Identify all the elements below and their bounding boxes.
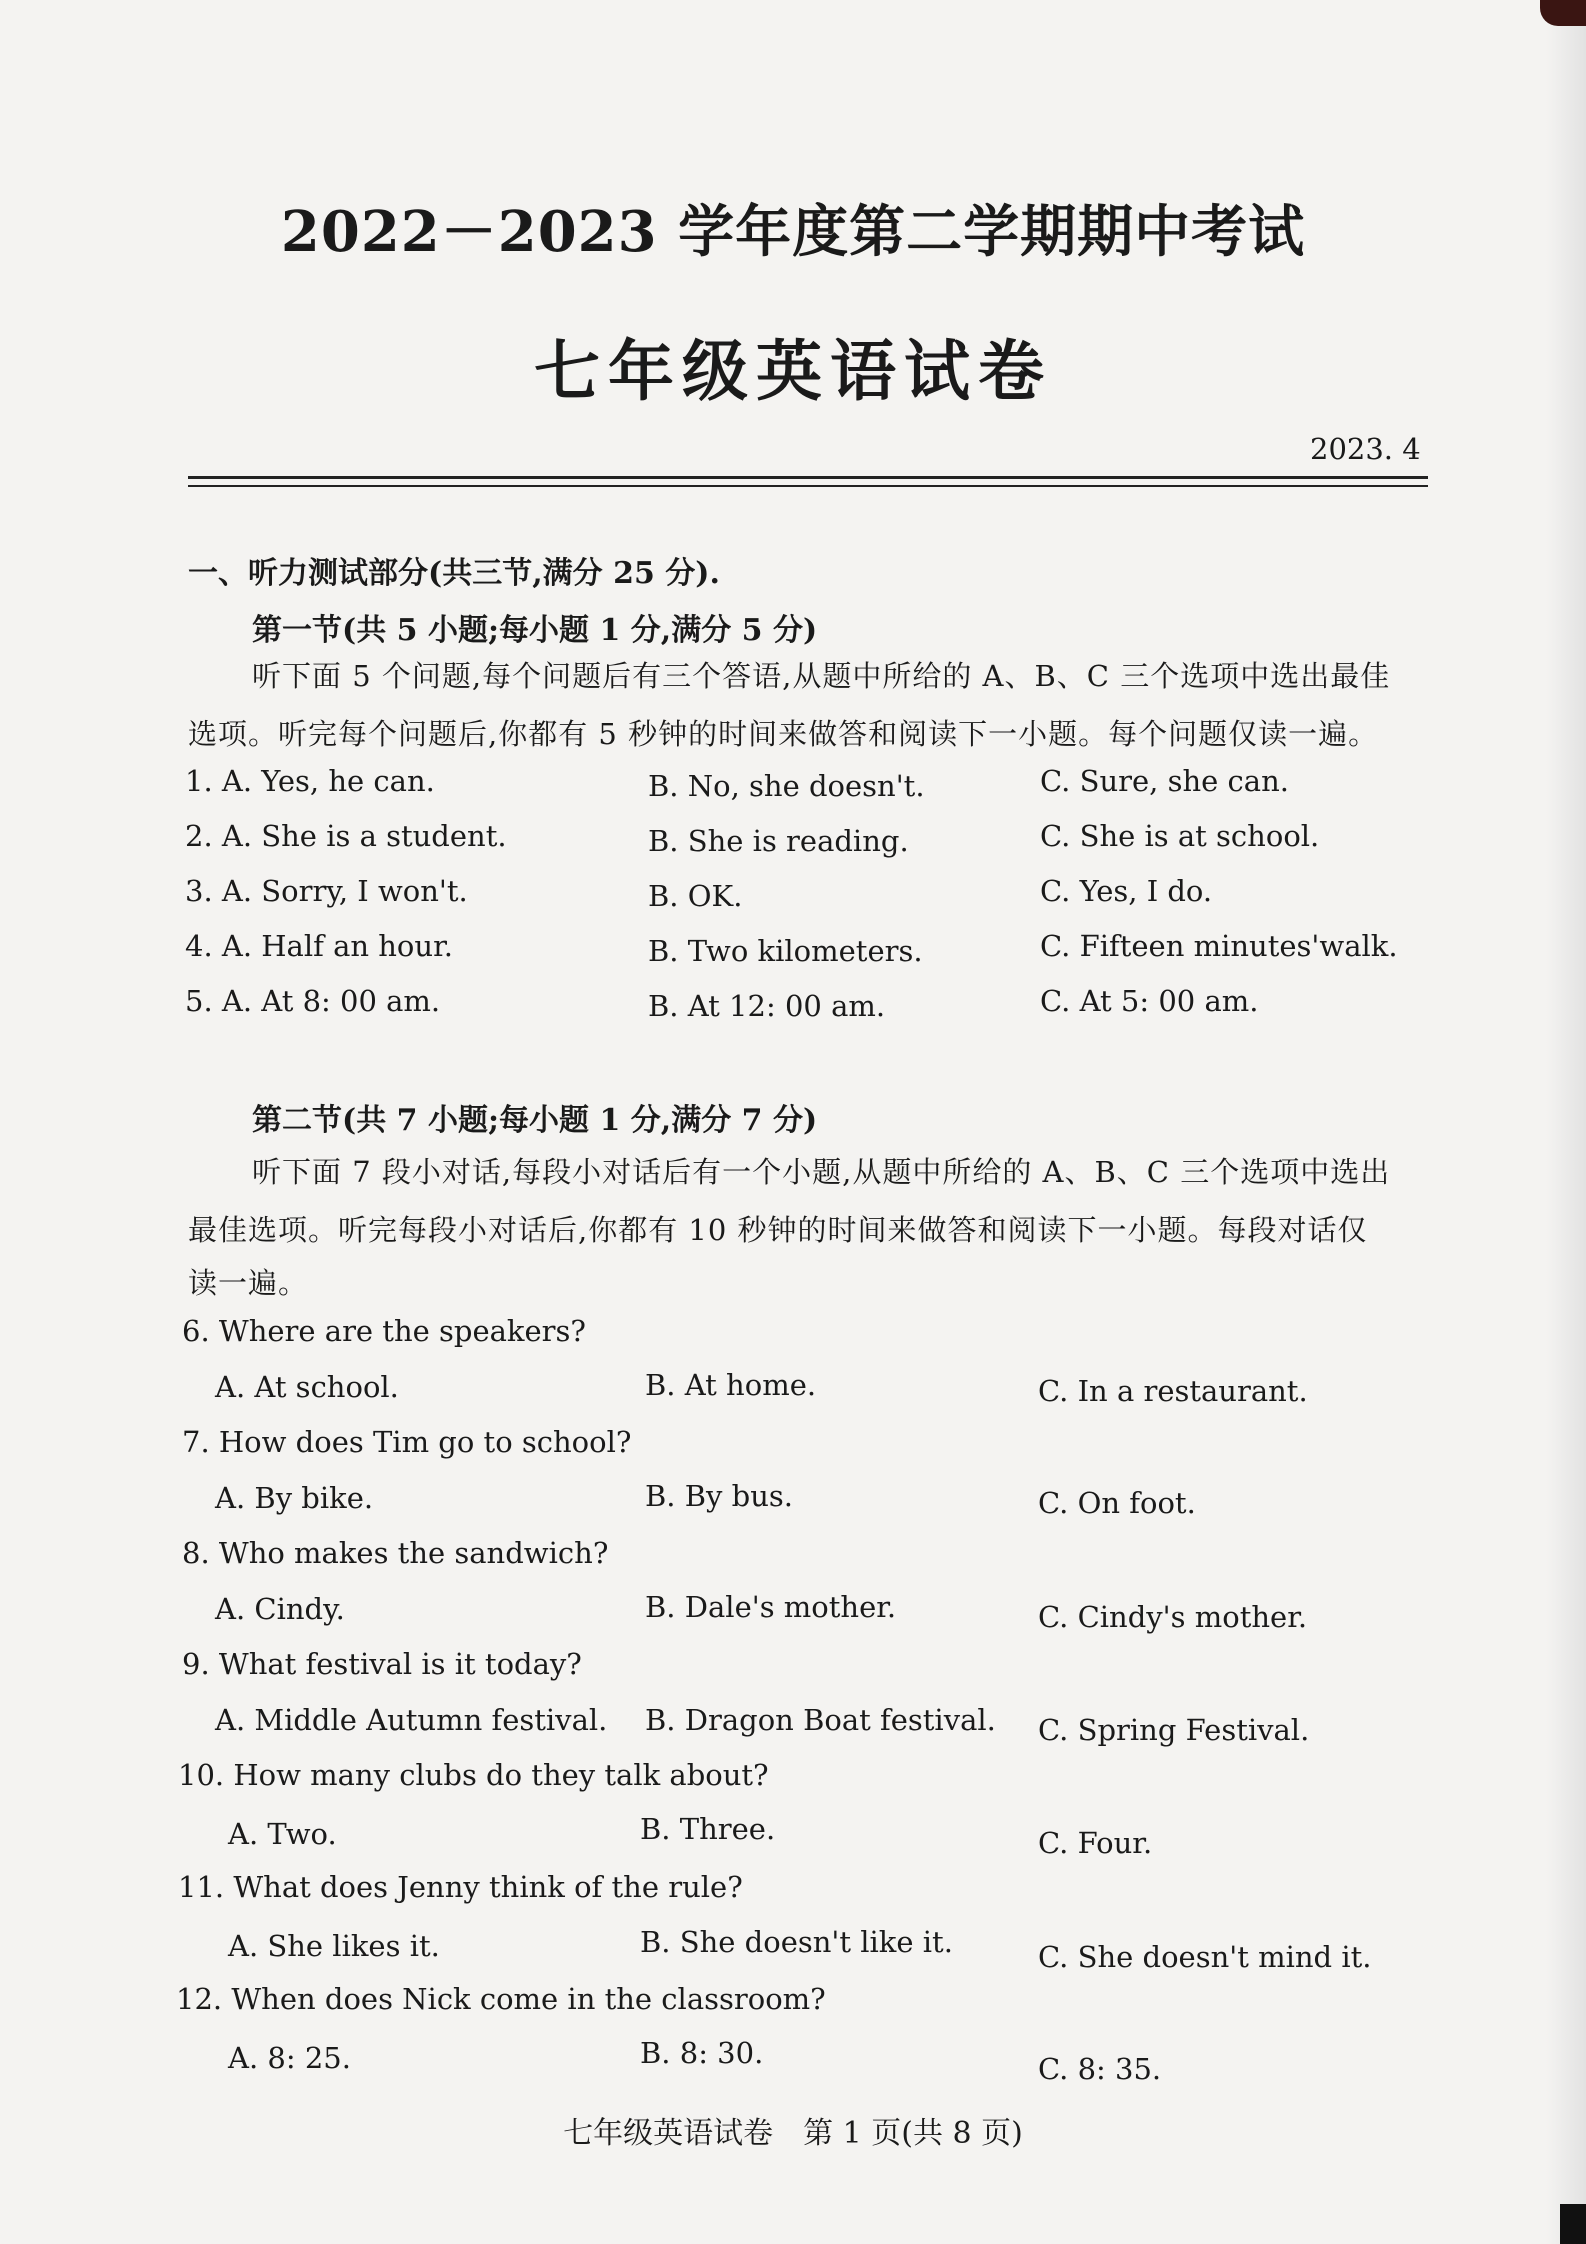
exam-date: 2023. 4 [1310, 432, 1421, 466]
section2-title: 第二节(共 7 小题;每小题 1 分,满分 7 分) [252, 1103, 818, 1138]
q8-option-b: B. Dale's mother. [645, 1590, 897, 1624]
q5-option-a: 5. A. At 8: 00 am. [185, 984, 441, 1018]
q3-option-b: B. OK. [648, 879, 743, 913]
q12-option-b: B. 8: 30. [640, 2036, 764, 2070]
q12-question: 12. When does Nick come in the classroom? [176, 1982, 826, 2016]
q12-option-a: A. 8: 25. [228, 2041, 351, 2075]
q10-option-a: A. Two. [228, 1817, 337, 1851]
q3-option-a: 3. A. Sorry, I won't. [185, 874, 468, 908]
part1-title: 一、听力测试部分(共三节,满分 25 分). [188, 556, 720, 591]
q4-option-c: C. Fifteen minutes'walk. [1040, 929, 1398, 963]
q8-question: 8. Who makes the sandwich? [182, 1536, 609, 1570]
q6-option-c: C. In a restaurant. [1038, 1374, 1308, 1408]
q11-question: 11. What does Jenny think of the rule? [178, 1870, 743, 1904]
q10-option-c: C. Four. [1038, 1826, 1153, 1860]
q9-question: 9. What festival is it today? [182, 1647, 582, 1681]
scan-corner-bottom [1560, 2204, 1586, 2244]
q4-option-b: B. Two kilometers. [648, 934, 923, 968]
q8-option-a: A. Cindy. [215, 1592, 345, 1626]
q8-option-c: C. Cindy's mother. [1038, 1600, 1308, 1634]
q1-option-a: 1. A. Yes, he can. [185, 764, 435, 798]
page-footer: 七年级英语试卷 第 1 页(共 8 页) [563, 2116, 1023, 2151]
q9-option-c: C. Spring Festival. [1038, 1713, 1310, 1747]
section2-instructions-line2: 最佳选项。听完每段小对话后,你都有 10 秒钟的时间来做答和阅读下一小题。每段对话仅 [188, 1213, 1368, 1247]
exam-title: 2022－2023 学年度第二学期期中考试 [280, 199, 1306, 265]
q2-option-b: B. She is reading. [648, 824, 909, 858]
section1-instructions-line2: 选项。听完每个问题后,你都有 5 秒钟的时间来做答和阅读下一小题。每个问题仅读一遍。 [188, 717, 1379, 751]
q11-option-b: B. She doesn't like it. [640, 1925, 953, 1959]
q7-option-b: B. By bus. [645, 1479, 794, 1513]
q6-option-a: A. At school. [215, 1370, 399, 1404]
q11-option-a: A. She likes it. [228, 1929, 440, 1963]
header-rule-top [188, 476, 1428, 479]
section1-title: 第一节(共 5 小题;每小题 1 分,满分 5 分) [252, 613, 818, 648]
q1-option-b: B. No, she doesn't. [648, 769, 925, 803]
q4-option-a: 4. A. Half an hour. [185, 929, 453, 963]
header-rule-bottom [188, 485, 1428, 487]
q7-option-a: A. By bike. [215, 1481, 374, 1515]
q11-option-c: C. She doesn't mind it. [1038, 1940, 1372, 1974]
section1-instructions-line1: 听下面 5 个问题,每个问题后有三个答语,从题中所给的 A、B、C 三个选项中选出最佳 [252, 659, 1391, 693]
q7-question: 7. How does Tim go to school? [182, 1425, 632, 1459]
q9-option-a: A. Middle Autumn festival. [215, 1703, 608, 1737]
section2-instructions-line1: 听下面 7 段小对话,每段小对话后有一个小题,从题中所给的 A、B、C 三个选项中选出 [252, 1155, 1391, 1189]
q6-option-b: B. At home. [645, 1368, 817, 1402]
q1-option-c: C. Sure, she can. [1040, 764, 1289, 798]
q5-option-c: C. At 5: 00 am. [1040, 984, 1259, 1018]
section2-instructions-line3: 读一遍。 [188, 1266, 309, 1300]
q2-option-c: C. She is at school. [1040, 819, 1320, 853]
q9-option-b: B. Dragon Boat festival. [645, 1703, 996, 1737]
q10-option-b: B. Three. [640, 1812, 776, 1846]
q3-option-c: C. Yes, I do. [1040, 874, 1213, 908]
q6-question: 6. Where are the speakers? [182, 1314, 586, 1348]
q12-option-c: C. 8: 35. [1038, 2052, 1162, 2086]
q5-option-b: B. At 12: 00 am. [648, 989, 886, 1023]
q10-question: 10. How many clubs do they talk about? [178, 1758, 769, 1792]
q7-option-c: C. On foot. [1038, 1486, 1196, 1520]
subject-title: 七年级英语试卷 [534, 332, 1052, 410]
scan-corner-top [1540, 0, 1586, 26]
q2-option-a: 2. A. She is a student. [185, 819, 507, 853]
